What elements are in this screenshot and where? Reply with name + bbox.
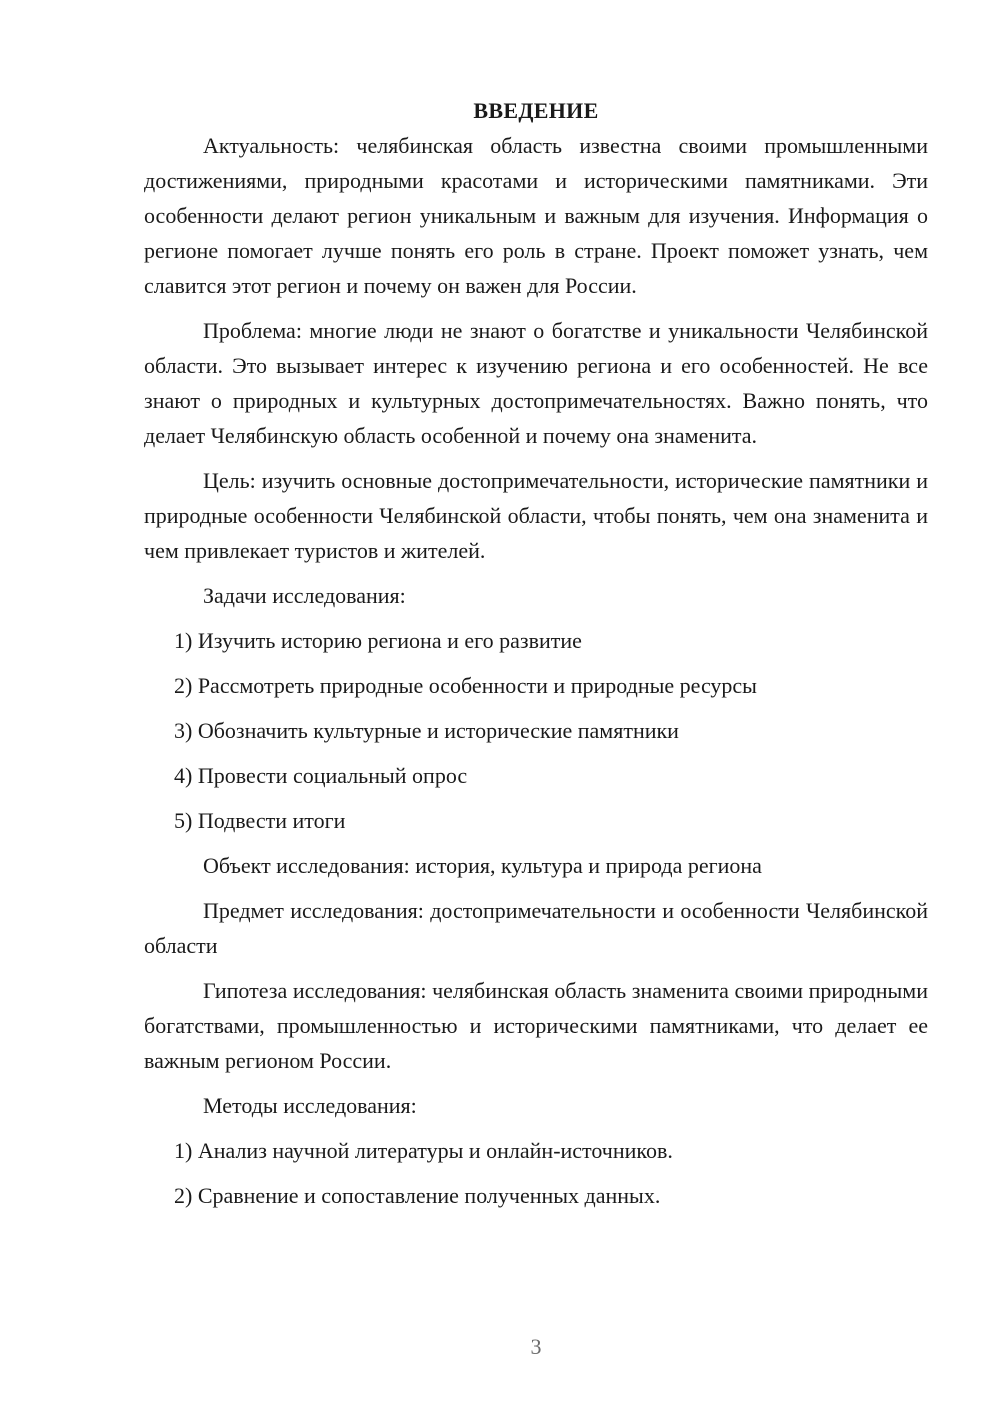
list-item: 2) Сравнение и сопоставление полученных данных. xyxy=(174,1183,661,1208)
list-item: 2) Рассмотреть природные особенности и природные ресурсы xyxy=(174,673,757,698)
tasks-heading: Задачи исследования: xyxy=(203,583,406,608)
list-item: 1) Изучить историю региона и его развитие xyxy=(174,628,582,653)
document-page xyxy=(144,94,928,1223)
goal-paragraph: Цель: изучить основные достопримечательности, исторические памятники и природные особенности Челябинской области, чтобы понять, чем она знаменита и чем привлекает туристов и жителей. xyxy=(144,468,928,563)
hypothesis-paragraph: Гипотеза исследования: челябинская область знаменита своими природными богатствами, промышленностью и историческими памятниками, что делает ее важным регионом России. xyxy=(144,978,928,1073)
list-item: 5) Подвести итоги xyxy=(174,808,346,833)
list-item: 4) Провести социальный опрос xyxy=(174,763,468,788)
methods-heading: Методы исследования: xyxy=(203,1093,417,1118)
list-item: 1) Анализ научной литературы и онлайн-источников. xyxy=(174,1138,673,1163)
subject-paragraph: Предмет исследования: достопримечательности и особенности Челябинской области xyxy=(144,898,928,958)
methods-list xyxy=(144,1133,928,1213)
page-number: 3 xyxy=(530,1334,542,1359)
problem-paragraph: Проблема: многие люди не знают о богатстве и уникальности Челябинской области. Это вызывает интерес к изучению региона и его особенностей. Не все знают о природных и культурных достопримечательностях. Важно понять, что делает Челябинскую область особенной и почему она знаменита. xyxy=(144,318,928,448)
relevance-paragraph: Актуальность: челябинская область известна своими промышленными достижениями, природными красотами и историческими памятниками. Эти особенности делают регион уникальным и важным для изучения. Информация о регионе помогает лучше понять его роль в стране. Проект поможет узнать, чем славится этот регион и почему он важен для России. xyxy=(144,133,928,298)
list-item: 3) Обозначить культурные и исторические памятники xyxy=(174,718,679,743)
page-title: ВВЕДЕНИЕ xyxy=(473,98,599,123)
object-paragraph: Объект исследования: история, культура и природа региона xyxy=(203,853,762,878)
tasks-list xyxy=(144,623,928,838)
